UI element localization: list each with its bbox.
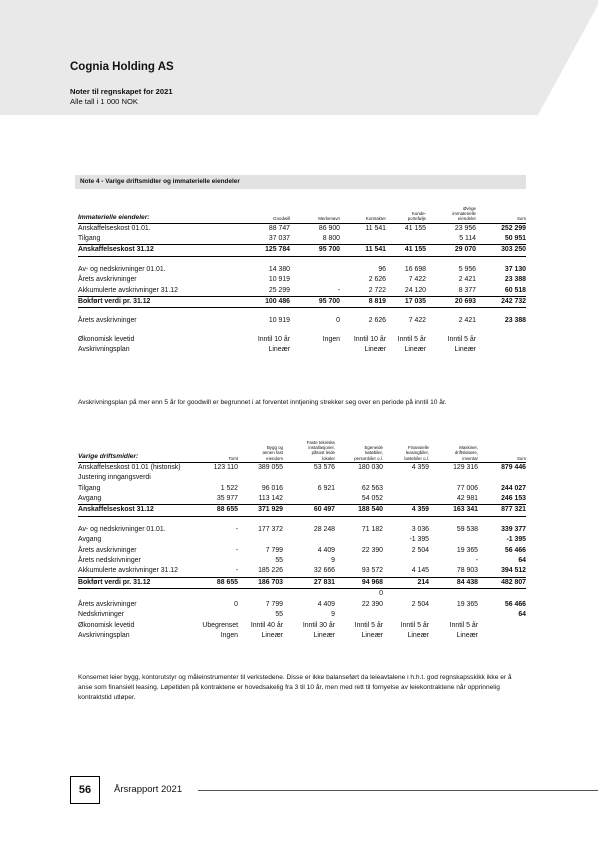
table-cell: 95 700 — [290, 297, 340, 308]
table-cell: 123 110 — [195, 462, 238, 473]
row-label — [78, 327, 242, 335]
table-cell: Lineær — [261, 631, 283, 639]
table-cell — [429, 610, 478, 620]
table-cell — [242, 308, 290, 317]
table-cell: 23 388 — [504, 317, 526, 325]
table-cell: 22 390 — [361, 546, 383, 554]
table-cell: 55 — [275, 611, 283, 619]
table-cell — [386, 256, 426, 265]
table-cell: -1 395 — [409, 536, 429, 544]
table-cell — [335, 535, 383, 545]
table-row — [78, 473, 526, 483]
table-cell — [386, 308, 426, 317]
table-cell: Inntil 5 år — [397, 335, 426, 343]
column-header: Kontrakter — [365, 216, 386, 222]
report-subtitle: Noter til regnskapet for 2021 — [70, 87, 173, 96]
table-cell: 394 512 — [478, 566, 526, 577]
table-cell: 93 572 — [335, 566, 383, 577]
table-cell: 55 — [275, 557, 283, 565]
table-cell — [283, 589, 335, 600]
table-cell: 10 919 — [268, 276, 290, 284]
row-label: Bokført verdi pr. 31.12 — [78, 297, 242, 308]
table-spacer-row — [78, 327, 526, 335]
table-cell: 0 — [336, 317, 340, 325]
table-cell — [383, 494, 429, 505]
column-header: Faste tekniske installasjoner, påkost leide lokaler — [306, 440, 335, 461]
table-cell — [290, 256, 340, 265]
table-cell: 879 446 — [478, 462, 526, 473]
table-cell: 11 541 — [340, 223, 386, 234]
table-cell — [195, 516, 238, 525]
table-cell — [340, 234, 386, 245]
table-cell: 6 921 — [317, 484, 335, 492]
table-cell: Ingen — [322, 335, 340, 343]
row-label: Akkumulerte avskrivninger 31.12 — [78, 566, 195, 577]
table-cell — [283, 494, 335, 505]
table-cell — [238, 516, 283, 525]
table-cell — [478, 473, 526, 483]
table-cell: 5 114 — [426, 234, 476, 245]
table-cell: 96 016 — [261, 484, 283, 492]
table-cell: 8 819 — [340, 297, 386, 308]
table-cell — [383, 473, 429, 483]
table-cell: 22 390 — [361, 600, 383, 608]
table-header-row — [78, 206, 526, 223]
row-label: Av- og nedskrivninger 01.01. — [78, 525, 166, 533]
row-label: Av- og nedskrivninger 01.01. — [78, 265, 166, 273]
table-spacer-row — [78, 308, 526, 317]
table-cell: 2 504 — [411, 600, 429, 608]
table-row — [78, 286, 526, 297]
table-cell: 88 747 — [242, 223, 290, 234]
table-cell: Inntil 40 år — [250, 621, 283, 629]
table-row — [78, 621, 526, 631]
footer-report-title: Årsrapport 2021 — [114, 784, 183, 795]
table-cell — [426, 308, 476, 317]
table-cell: Lineær — [407, 631, 429, 639]
table-cell: 53 576 — [283, 462, 335, 473]
table-cell — [383, 589, 429, 600]
table-cell: 2 504 — [411, 546, 429, 554]
table-cell: - — [195, 566, 238, 577]
column-header: Øvrige immaterielle eiendeler — [452, 206, 476, 222]
row-label — [78, 308, 242, 317]
table-cell — [386, 327, 426, 335]
table-cell: Lineær — [364, 346, 386, 354]
table-cell: 54 052 — [335, 494, 383, 505]
table-row — [78, 577, 526, 588]
note-title: Note 4 - Varige driftsmidler og immaterielle eiendeler — [75, 175, 526, 189]
table-row — [78, 462, 526, 473]
row-label: Avskrivningsplan — [78, 631, 130, 639]
table-cell: 64 — [518, 557, 526, 565]
company-name: Cognia Holding AS — [70, 61, 174, 73]
table-cell: 14 380 — [268, 265, 290, 273]
table-header-row — [78, 440, 526, 462]
table-cell: 303 250 — [476, 245, 526, 256]
row-label: Årets nedskrivninger — [78, 557, 141, 565]
table-cell: 4 409 — [317, 600, 335, 608]
table-cell: 2 421 — [458, 276, 476, 284]
column-header: Finansielle leasingbiler, lastebiler o.l. — [404, 445, 429, 461]
table-cell: 5 956 — [458, 265, 476, 273]
table-row — [78, 566, 526, 577]
row-label: Årets avskrivninger — [78, 317, 137, 325]
table-cell: 95 700 — [290, 245, 340, 256]
table-row — [78, 484, 526, 494]
table-cell — [238, 535, 283, 545]
table-cell: 129 316 — [429, 462, 478, 473]
table-row — [78, 546, 526, 556]
table-cell: Lineær — [404, 346, 426, 354]
table-cell: 94 968 — [335, 577, 383, 588]
table-cell: 10 919 — [268, 317, 290, 325]
table-row — [78, 265, 526, 275]
table-cell: 0 — [379, 590, 383, 598]
table-cell: Lineær — [361, 631, 383, 639]
table-cell: 24 120 — [386, 286, 426, 297]
row-label: Tilgang — [78, 234, 242, 245]
intangible-assets-table — [78, 206, 526, 356]
table-cell: 389 055 — [238, 462, 283, 473]
table-cell: 23 388 — [504, 276, 526, 284]
column-header: Tomt — [228, 455, 238, 461]
row-label: Årets avskrivninger — [78, 600, 137, 608]
table-cell — [429, 516, 478, 525]
table-cell: 9 — [331, 557, 335, 565]
table-cell: 4 359 — [383, 505, 429, 516]
table-cell — [478, 516, 526, 525]
table-cell: 125 784 — [242, 245, 290, 256]
table-cell: 35 977 — [195, 494, 238, 505]
table-cell: Lineær — [456, 631, 478, 639]
table-cell — [478, 589, 526, 600]
table-cell — [238, 473, 283, 483]
table-cell: Ingen — [220, 631, 238, 639]
table-cell: 1 522 — [220, 484, 238, 492]
table-cell: 371 929 — [238, 505, 283, 516]
table-cell: 96 — [378, 265, 386, 273]
table-cell: - — [290, 286, 340, 297]
row-label: Økonomisk levetid — [78, 335, 135, 343]
column-header: Sum — [516, 455, 526, 461]
table-cell: 2 626 — [368, 276, 386, 284]
table-cell: 41 155 — [386, 245, 426, 256]
table-cell: Inntil 5 år — [447, 335, 476, 343]
row-label — [78, 256, 242, 265]
table-cell: 4 145 — [383, 566, 429, 577]
table-cell: 177 372 — [258, 525, 283, 533]
table-spacer-row — [78, 256, 526, 265]
table-cell: 7 799 — [265, 600, 283, 608]
table-cell: 23 956 — [426, 223, 476, 234]
row-label — [78, 516, 195, 525]
table-row — [78, 335, 526, 345]
table-cell: 246 153 — [478, 494, 526, 505]
table-cell: 8 800 — [290, 234, 340, 245]
column-header: Bygg og annen fast eiendom — [262, 445, 283, 461]
table-cell — [383, 516, 429, 525]
table-row — [78, 316, 526, 326]
table-cell: 59 538 — [456, 525, 478, 533]
table-cell: 62 563 — [361, 484, 383, 492]
table-cell: 56 466 — [504, 546, 526, 554]
table-cell: 185 226 — [238, 566, 283, 577]
table-row — [78, 535, 526, 545]
table-cell: 77 006 — [456, 484, 478, 492]
table-cell: 7 422 — [408, 276, 426, 284]
table-cell: 2 722 — [340, 286, 386, 297]
table-cell — [290, 308, 340, 317]
table-cell: 86 900 — [290, 223, 340, 234]
table-cell — [238, 589, 283, 600]
table-cell: Ubegrenset — [202, 621, 238, 629]
table-cell: 180 030 — [335, 462, 383, 473]
column-header: Kunde- portefølje — [407, 211, 426, 222]
table-cell — [429, 473, 478, 483]
table-cell: 50 951 — [476, 234, 526, 245]
table-row — [78, 525, 526, 535]
table-cell — [476, 335, 526, 345]
table-cell: Inntil 10 år — [257, 335, 290, 343]
table-cell — [335, 556, 383, 566]
table-cell — [478, 621, 526, 631]
table-cell: 60 497 — [283, 505, 335, 516]
table-row — [78, 223, 526, 234]
units-label: Alle tall i 1 000 NOK — [70, 97, 138, 106]
table-row — [78, 494, 526, 505]
row-label: Anskaffelseskost 31.12 — [78, 245, 242, 256]
table-cell — [386, 234, 426, 245]
table-row — [78, 631, 526, 641]
table-cell — [476, 308, 526, 317]
table-cell: - — [235, 525, 238, 533]
table-row — [78, 234, 526, 245]
table-cell: 17 035 — [386, 297, 426, 308]
table-cell: 20 693 — [426, 297, 476, 308]
table-cell — [429, 535, 478, 545]
column-header: Maskiner, driftsløsøre, inventar — [454, 445, 478, 461]
table-cell: 339 377 — [501, 525, 526, 533]
table-row — [78, 275, 526, 285]
table-cell: Inntil 30 år — [302, 621, 335, 629]
table-cell: Lineær — [268, 346, 290, 354]
column-header: Merkenavn — [318, 216, 340, 222]
table-cell: 482 807 — [478, 577, 526, 588]
row-label: Avskrivningsplan — [78, 346, 130, 354]
row-label: Bokført verdi pr. 31.12 — [78, 577, 195, 588]
table-cell — [426, 256, 476, 265]
table-cell: -1 395 — [506, 536, 526, 544]
row-label: Tilgang — [78, 484, 101, 492]
row-label: Nedskrivninger — [78, 611, 124, 619]
intangible-note-text: Avskrivningsplan på mer enn 5 år for goodwill er begrunnet i at forventet inntjening strekker seg over en periode på inntil 10 år. — [78, 399, 447, 406]
table-cell — [335, 516, 383, 525]
table-cell: Lineær — [313, 631, 335, 639]
table-cell: 27 831 — [283, 577, 335, 588]
table-cell: 214 — [383, 577, 429, 588]
table-cell — [476, 327, 526, 335]
table-cell — [290, 327, 340, 335]
table-cell: Inntil 5 år — [449, 621, 478, 629]
table-cell: 78 903 — [429, 566, 478, 577]
page-number: 56 — [70, 776, 100, 804]
table-cell: Inntil 5 år — [400, 621, 429, 629]
table-cell: 7 799 — [265, 546, 283, 554]
table-cell — [290, 345, 340, 355]
table-cell: 88 655 — [195, 505, 238, 516]
row-label: Årets avskrivninger — [78, 276, 137, 284]
tangible-assets-table — [78, 440, 526, 641]
table-cell: Inntil 5 år — [354, 621, 383, 629]
table-cell — [340, 256, 386, 265]
table-cell — [340, 327, 386, 335]
table-cell: 41 155 — [386, 223, 426, 234]
table-cell: - — [475, 557, 478, 565]
table-cell: 28 248 — [313, 525, 335, 533]
table-cell: 163 341 — [429, 505, 478, 516]
table-cell: 4 359 — [383, 462, 429, 473]
table-spacer-row — [78, 589, 526, 600]
table-cell: 19 365 — [456, 600, 478, 608]
table-cell: 88 655 — [195, 577, 238, 588]
table-cell: 2 626 — [368, 317, 386, 325]
row-label: Justering inngangsverdi — [78, 474, 151, 482]
table-cell: 100 486 — [242, 297, 290, 308]
table-cell — [283, 535, 335, 545]
table-cell — [383, 610, 429, 620]
table-cell — [383, 556, 429, 566]
row-label: Akkumulerte avskrivninger 31.12 — [78, 286, 242, 297]
table-row — [78, 505, 526, 516]
tangible-note-text: Konsernet leier bygg, kontorutstyr og måleinstrumenter til verkstedene. Disse er ikke balanseført da leieavtalene i h.h.t. god regnskapsskikk ikke er å anse som finansiell leasing. Løpetiden på kontraktene er hovedsakelig fra 3 til 10 år, men med rett til fornyelse av leiekontraktene når opprinnelig kontraktstid utløper. — [78, 674, 512, 701]
row-label — [78, 589, 195, 600]
table-cell: 113 142 — [238, 494, 283, 505]
table-cell: 188 540 — [335, 505, 383, 516]
table-cell — [478, 631, 526, 641]
column-header: Sum — [516, 216, 526, 222]
table-cell: 244 027 — [501, 484, 526, 492]
row-label: Avgang — [78, 494, 195, 505]
table-cell — [283, 473, 335, 483]
table-row — [78, 345, 526, 355]
table-cell — [290, 265, 340, 275]
table-cell: 60 518 — [476, 286, 526, 297]
row-label: Avgang — [78, 536, 102, 544]
table-cell: 3 036 — [411, 525, 429, 533]
table-cell: 252 299 — [476, 223, 526, 234]
table-cell: 71 182 — [361, 525, 383, 533]
table-cell — [340, 308, 386, 317]
table-cell — [426, 327, 476, 335]
table-cell — [195, 535, 238, 545]
table-cell: 8 377 — [426, 286, 476, 297]
table-cell: 19 365 — [456, 546, 478, 554]
table-cell: 42 981 — [429, 494, 478, 505]
table-cell: 877 321 — [478, 505, 526, 516]
table-row — [78, 556, 526, 566]
table-cell: 9 — [331, 611, 335, 619]
table-cell — [195, 610, 238, 620]
table-cell: 11 541 — [340, 245, 386, 256]
table-cell — [429, 589, 478, 600]
table-cell: 16 698 — [404, 265, 426, 273]
table-row — [78, 610, 526, 620]
table-cell — [476, 345, 526, 355]
row-label: Årets avskrivninger — [78, 546, 137, 554]
table-cell — [195, 556, 238, 566]
table-cell — [335, 473, 383, 483]
table-cell: - — [235, 546, 238, 554]
table-cell: 64 — [518, 611, 526, 619]
table-cell: 0 — [234, 600, 238, 608]
table-row — [78, 245, 526, 256]
table-cell — [283, 516, 335, 525]
table-cell — [335, 610, 383, 620]
table-cell: Lineær — [454, 346, 476, 354]
column-header: Immaterielle eiendeler: — [78, 213, 150, 221]
table-cell: 242 732 — [476, 297, 526, 308]
table-row — [78, 600, 526, 610]
column-header: Egeneide køtøbiler, personbiler o.l. — [354, 445, 383, 461]
table-cell: 37 130 — [504, 265, 526, 273]
table-cell: 186 703 — [238, 577, 283, 588]
table-cell: 32 666 — [283, 566, 335, 577]
table-cell — [476, 256, 526, 265]
table-cell — [195, 473, 238, 483]
table-cell — [383, 484, 429, 494]
footer-rule — [198, 790, 598, 791]
table-row — [78, 297, 526, 308]
table-cell: 37 037 — [242, 234, 290, 245]
table-cell: Inntil 10 år — [353, 335, 386, 343]
table-cell: 2 421 — [458, 317, 476, 325]
table-cell — [242, 256, 290, 265]
row-label: Anskaffelseskost 01.01. — [78, 223, 242, 234]
table-cell — [195, 589, 238, 600]
row-label: Anskaffelseskost 01.01 (historisk) — [78, 462, 195, 473]
table-cell: 56 466 — [504, 600, 526, 608]
table-spacer-row — [78, 516, 526, 525]
table-cell: 84 438 — [429, 577, 478, 588]
table-cell — [242, 327, 290, 335]
table-cell: 7 422 — [408, 317, 426, 325]
row-label: Økonomisk levetid — [78, 621, 135, 629]
table-cell: 29 070 — [426, 245, 476, 256]
table-cell: 25 299 — [242, 286, 290, 297]
table-cell: 4 409 — [317, 546, 335, 554]
row-label: Anskaffelseskost 31.12 — [78, 505, 195, 516]
table-cell — [290, 275, 340, 285]
column-header: Varige driftsmidler: — [78, 452, 139, 460]
column-header: Goodwill — [273, 216, 290, 222]
